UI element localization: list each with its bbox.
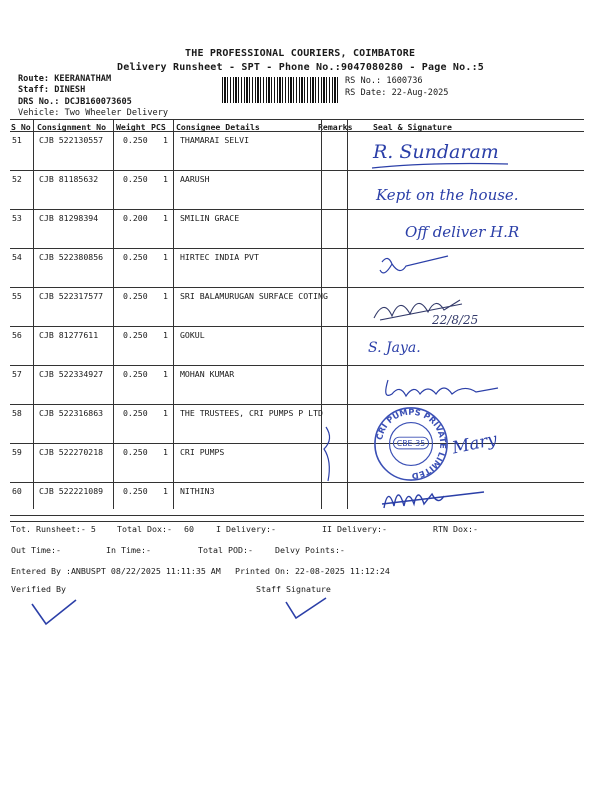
cell-pcs: 1 — [163, 447, 168, 457]
cell-sno: 53 — [12, 213, 22, 223]
route-label: Route: KEERANATHAM — [18, 74, 112, 84]
cell-consignee: THE TRUSTEES, CRI PUMPS P LTD — [180, 408, 323, 418]
cell-consignment: CJB 522221089 — [39, 486, 104, 496]
handwritten-signature: R. Sundaram — [373, 141, 499, 163]
cell-pcs: 1 — [163, 486, 168, 496]
handwritten-mark — [318, 425, 338, 485]
cell-consignee: HIRTEC INDIA PVT — [180, 252, 259, 262]
cell-consignee: GOKUL — [180, 330, 205, 340]
cell-consignment: CJB 522130557 — [39, 135, 104, 145]
cell-weight: 0.250 — [123, 486, 148, 496]
cell-consignee: AARUSH — [180, 174, 210, 184]
staff-checkmark — [282, 594, 332, 624]
signature-underline — [370, 160, 510, 172]
row-rule — [10, 287, 584, 288]
runsheet-subtitle: Delivery Runsheet - SPT - Phone No.:9047080280 - Page No.:5 — [117, 62, 485, 73]
table-top-rule — [10, 119, 584, 120]
drs-number: DRS No.: DCJB160073605 — [18, 97, 132, 107]
col-divider — [347, 119, 348, 509]
cell-pcs: 1 — [163, 408, 168, 418]
cell-consignment: CJB 81185632 — [39, 174, 99, 184]
cell-pcs: 1 — [163, 330, 168, 340]
cell-weight: 0.250 — [123, 408, 148, 418]
entered-by: Entered By :ANBUSPT 08/22/2025 11:11:35 AM — [11, 566, 221, 576]
handwritten-signature — [378, 482, 488, 514]
cell-consignee: MOHAN KUMAR — [180, 369, 235, 379]
cell-weight: 0.250 — [123, 447, 148, 457]
col-seal-signature: Seal & Signature — [373, 122, 452, 132]
cell-weight: 0.250 — [123, 330, 148, 340]
handwritten-signature — [380, 376, 500, 406]
handwritten-signature: Mary — [450, 429, 499, 459]
cell-pcs: 1 — [163, 213, 168, 223]
handwritten-note: Off deliver H.R — [405, 223, 520, 241]
cell-pcs: 1 — [163, 135, 168, 145]
rs-date: RS Date: 22-Aug-2025 — [345, 88, 449, 98]
cell-consignment: CJB 81298394 — [39, 213, 99, 223]
row-rule — [10, 209, 584, 210]
cell-pcs: 1 — [163, 291, 168, 301]
rtn-dox: RTN Dox:- — [433, 524, 478, 534]
cell-consignment: CJB 522334927 — [39, 369, 104, 379]
in-time: In Time:- — [106, 545, 151, 555]
verified-checkmark — [30, 598, 80, 628]
cell-sno: 56 — [12, 330, 22, 340]
total-dox-label: Total Dox:- — [117, 524, 172, 534]
cell-consignment: CJB 522316863 — [39, 408, 104, 418]
cell-pcs: 1 — [163, 174, 168, 184]
cell-sno: 52 — [12, 174, 22, 184]
col-sno: S No — [11, 122, 31, 132]
footer-rule — [10, 515, 584, 516]
cell-pcs: 1 — [163, 252, 168, 262]
col-pcs: PCS — [151, 122, 166, 132]
handwritten-note: Kept on the house. — [376, 186, 519, 204]
col-divider — [173, 119, 174, 509]
printed-on: Printed On: 22-08-2025 11:12:24 — [235, 566, 390, 576]
col-divider — [33, 119, 34, 509]
col-remarks: Remarks — [318, 122, 353, 132]
row-rule — [10, 482, 584, 483]
cell-consignment: CJB 522380856 — [39, 252, 104, 262]
svg-text:CRI PUMPS PRIVATE LIMITED: CRI PUMPS PRIVATE LIMITED — [374, 406, 449, 482]
row-rule — [10, 248, 584, 249]
col-weight: Weight — [116, 122, 146, 132]
cell-sno: 57 — [12, 369, 22, 379]
cell-consignee: SRI BALAMURUGAN SURFACE COTING — [180, 291, 328, 301]
row-rule — [10, 521, 584, 522]
delvy-points: Delvy Points:- — [275, 545, 345, 555]
cell-consignee: NITHIN3 — [180, 486, 215, 496]
vehicle-label: Vehicle: Two Wheeler Delivery — [18, 108, 169, 118]
staff-signature-label: Staff Signature — [256, 584, 331, 594]
cell-weight: 0.250 — [123, 252, 148, 262]
col-consignment: Consignment No — [37, 122, 107, 132]
total-pod: Total POD:- — [198, 545, 253, 555]
cell-consignee: SMILIN GRACE — [180, 213, 240, 223]
cell-weight: 0.250 — [123, 369, 148, 379]
svg-text:CBE-35: CBE-35 — [396, 438, 426, 448]
cell-sno: 60 — [12, 486, 22, 496]
row-rule — [10, 365, 584, 366]
col-divider — [113, 119, 114, 509]
cell-weight: 0.250 — [123, 174, 148, 184]
barcode — [222, 77, 338, 103]
cell-weight: 0.250 — [123, 135, 148, 145]
tot-runsheet: Tot. Runsheet:- 5 — [11, 524, 96, 534]
cell-weight: 0.200 — [123, 213, 148, 223]
staff-label: Staff: DINESH — [18, 85, 86, 95]
cell-pcs: 1 — [163, 369, 168, 379]
company-seal-stamp — [372, 405, 450, 483]
cell-sno: 58 — [12, 408, 22, 418]
handwritten-signature: S. Jaya. — [368, 340, 421, 356]
cell-sno: 54 — [12, 252, 22, 262]
ii-delivery: II Delivery:- — [322, 524, 387, 534]
cell-consignee: CRI PUMPS — [180, 447, 225, 457]
cell-sno: 51 — [12, 135, 22, 145]
verified-by-label: Verified By — [11, 584, 66, 594]
row-rule — [10, 326, 584, 327]
col-consignee: Consignee Details — [176, 122, 260, 132]
i-delivery: I Delivery:- — [216, 524, 276, 534]
cell-sno: 55 — [12, 291, 22, 301]
cell-consignee: THAMARAI SELVI — [180, 135, 250, 145]
cell-weight: 0.250 — [123, 291, 148, 301]
out-time: Out Time:- — [11, 545, 61, 555]
handwritten-signature — [378, 252, 458, 282]
handwritten-date: 22/8/25 — [432, 313, 479, 327]
cell-consignment: CJB 522317577 — [39, 291, 104, 301]
cell-consignment: CJB 81277611 — [39, 330, 99, 340]
cell-sno: 59 — [12, 447, 22, 457]
rs-number: RS No.: 1600736 — [345, 76, 423, 86]
company-title: THE PROFESSIONAL COURIERS, COIMBATORE — [185, 48, 416, 59]
cell-consignment: CJB 522270218 — [39, 447, 104, 457]
total-dox-value: 60 — [184, 524, 194, 534]
